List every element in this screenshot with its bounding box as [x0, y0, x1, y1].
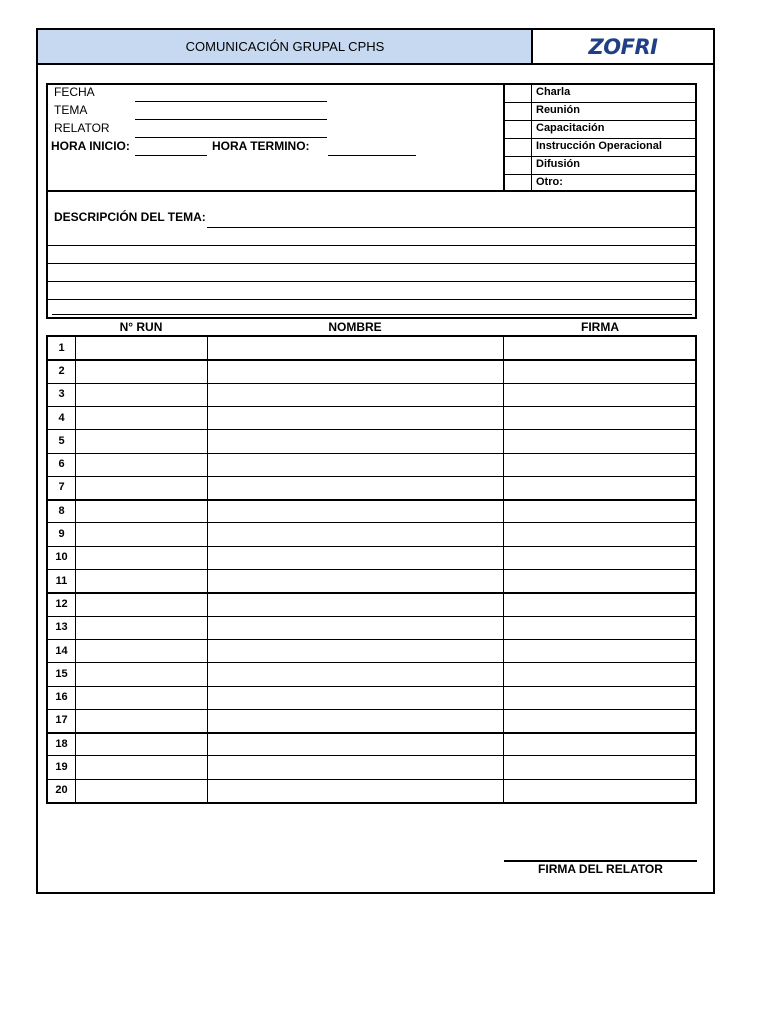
firma-cell[interactable]: [504, 732, 697, 755]
description-line[interactable]: [52, 314, 692, 315]
type-option-label: Instrucción Operacional: [536, 140, 662, 152]
nombre-cell[interactable]: [208, 359, 503, 382]
firma-cell[interactable]: [504, 453, 697, 476]
run-cell[interactable]: [76, 639, 207, 662]
firma-cell[interactable]: [504, 499, 697, 522]
type-checkbox[interactable]: [505, 120, 531, 138]
firma-cell[interactable]: [504, 616, 697, 639]
nombre-cell[interactable]: [208, 639, 503, 662]
type-checkbox[interactable]: [505, 138, 531, 156]
run-cell[interactable]: [76, 592, 207, 615]
firma-cell[interactable]: [504, 476, 697, 499]
nombre-cell[interactable]: [208, 732, 503, 755]
type-option-label: Otro:: [536, 176, 563, 188]
nombre-cell[interactable]: [208, 429, 503, 452]
firma-cell[interactable]: [504, 359, 697, 382]
nombre-cell[interactable]: [208, 686, 503, 709]
run-cell[interactable]: [76, 546, 207, 569]
type-checkbox[interactable]: [505, 156, 531, 174]
row-number: 3: [58, 388, 65, 401]
firma-cell[interactable]: [504, 429, 697, 452]
firma-cell[interactable]: [504, 686, 697, 709]
row-number: 9: [58, 528, 65, 541]
firma-cell[interactable]: [504, 709, 697, 732]
run-cell[interactable]: [76, 686, 207, 709]
row-number: 20: [55, 784, 68, 797]
type-row-divider: [504, 138, 696, 139]
nombre-cell[interactable]: [208, 779, 503, 802]
firma-cell[interactable]: [504, 336, 697, 359]
relator-signature-label: FIRMA DEL RELATOR: [538, 862, 663, 876]
description-first-line[interactable]: [207, 227, 697, 228]
firma-cell[interactable]: [504, 546, 697, 569]
row-number: 17: [55, 714, 68, 727]
zofri-logo: ZOFRI: [588, 34, 658, 59]
firma-cell[interactable]: [504, 755, 697, 778]
run-cell[interactable]: [76, 476, 207, 499]
firma-cell[interactable]: [504, 639, 697, 662]
firma-cell[interactable]: [504, 569, 697, 592]
nombre-cell[interactable]: [208, 522, 503, 545]
nombre-cell[interactable]: [208, 383, 503, 406]
nombre-cell[interactable]: [208, 546, 503, 569]
firma-cell[interactable]: [504, 779, 697, 802]
row-number: 6: [58, 458, 65, 471]
type-option-label: Capacitación: [536, 122, 605, 134]
type-row-divider: [504, 102, 696, 103]
type-option-label: Difusión: [536, 158, 580, 170]
run-cell[interactable]: [76, 453, 207, 476]
column-header-run: N° RUN: [119, 320, 163, 334]
row-number: 2: [58, 364, 65, 377]
row-number: 4: [58, 411, 65, 424]
nombre-cell[interactable]: [208, 592, 503, 615]
description-line[interactable]: [46, 245, 697, 246]
run-cell[interactable]: [76, 779, 207, 802]
tema-field[interactable]: [135, 119, 327, 120]
row-number: 15: [55, 667, 68, 680]
nombre-cell[interactable]: [208, 453, 503, 476]
run-cell[interactable]: [76, 336, 207, 359]
firma-cell[interactable]: [504, 406, 697, 429]
row-number: 5: [58, 434, 65, 447]
type-option-label: Reunión: [536, 104, 580, 116]
run-cell[interactable]: [76, 616, 207, 639]
hora-inicio-field[interactable]: [135, 155, 207, 156]
nombre-cell[interactable]: [208, 709, 503, 732]
row-number: 8: [58, 504, 65, 517]
description-label: DESCRIPCIÓN DEL TEMA:: [54, 210, 206, 224]
run-cell[interactable]: [76, 569, 207, 592]
description-line[interactable]: [46, 263, 697, 264]
row-number: 1: [58, 341, 65, 354]
type-row-divider: [504, 156, 696, 157]
run-cell[interactable]: [76, 383, 207, 406]
row-number: 19: [55, 761, 68, 774]
type-checkbox[interactable]: [505, 102, 531, 120]
row-number: 13: [55, 621, 68, 634]
description-line[interactable]: [46, 299, 697, 300]
nombre-cell[interactable]: [208, 569, 503, 592]
desc-bottom-border: [46, 317, 697, 319]
row-number: 11: [55, 574, 68, 587]
run-cell[interactable]: [76, 406, 207, 429]
nombre-cell[interactable]: [208, 755, 503, 778]
relator-field[interactable]: [135, 137, 327, 138]
row-number: 14: [55, 644, 68, 657]
nombre-cell[interactable]: [208, 616, 503, 639]
fecha-label: FECHA: [54, 85, 95, 99]
type-option-label: Charla: [536, 86, 571, 98]
firma-cell[interactable]: [504, 383, 697, 406]
run-cell[interactable]: [76, 522, 207, 545]
type-row-divider: [504, 120, 696, 121]
nombre-cell[interactable]: [208, 336, 503, 359]
type-checkbox[interactable]: [505, 84, 531, 102]
hora-termino-field[interactable]: [328, 155, 416, 156]
firma-cell[interactable]: [504, 662, 697, 685]
description-line[interactable]: [46, 281, 697, 282]
nombre-cell[interactable]: [208, 406, 503, 429]
hora-inicio-label: HORA INICIO:: [51, 139, 130, 153]
row-number: 18: [55, 737, 68, 750]
nombre-cell[interactable]: [208, 499, 503, 522]
logo-cell: [531, 28, 715, 65]
run-cell[interactable]: [76, 359, 207, 382]
hora-termino-label: HORA TERMINO:: [212, 139, 310, 153]
nombre-cell[interactable]: [208, 476, 503, 499]
row-number: 16: [55, 691, 68, 704]
row-number: 12: [55, 597, 68, 610]
form-title: COMUNICACIÓN GRUPAL CPHS: [36, 28, 532, 65]
firma-cell[interactable]: [504, 592, 697, 615]
run-cell[interactable]: [76, 499, 207, 522]
fecha-field[interactable]: [135, 101, 327, 102]
row-number: 7: [58, 481, 65, 494]
type-checkbox[interactable]: [505, 174, 531, 192]
row-number: 10: [55, 551, 68, 564]
type-row-divider: [504, 174, 696, 175]
run-cell[interactable]: [76, 755, 207, 778]
run-cell[interactable]: [76, 662, 207, 685]
column-header-firma: FIRMA: [581, 320, 619, 334]
run-cell[interactable]: [76, 732, 207, 755]
relator-label: RELATOR: [54, 121, 110, 135]
column-header-nombre: NOMBRE: [328, 320, 382, 334]
nombre-cell[interactable]: [208, 662, 503, 685]
tema-label: TEMA: [54, 103, 88, 117]
run-cell[interactable]: [76, 429, 207, 452]
firma-cell[interactable]: [504, 522, 697, 545]
run-cell[interactable]: [76, 709, 207, 732]
